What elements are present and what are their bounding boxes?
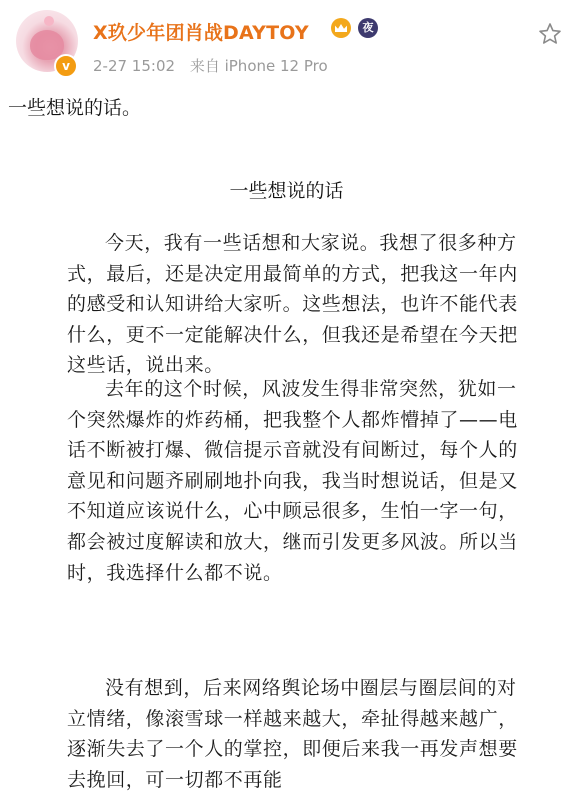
article-paragraph: 没有想到，后来网络舆论场中圈层与圈层间的对立情绪，像滚雪球一样越来越大，牵扯得越来越广，逐渐失去了一个人的掌控，即便后来我一再发声想要去挽回，可一切都不再能 <box>67 677 518 791</box>
star-outline-icon[interactable] <box>538 22 562 46</box>
article-paragraph: 去年的这个时候，风波发生得非常突然，犹如一个突然爆炸的炸药桶，把我整个人都炸懵掉了——电话不断被打爆、微信提示音就没有间断过，每个人的意见和问题齐刷刷地扑向我，我当时想说话，但是又不知道应该说什么，心中顾忌很多，生怕一字一句，都会被过度解读和放大，继而引发更多风波。所以当时，我选择什么都不说。 <box>67 378 518 584</box>
article-paragraph: 今天，我有一些话想和大家说。我想了很多种方式，最后，还是决定用最简单的方式，把我这一年内的感受和认知讲给大家听。这些想法，也许不能代表什么，更不一定能解决什么，但我还是希望在今天把这些话，说出来。 <box>67 232 518 377</box>
author-name[interactable]: X玖少年团肖战DAYTOY <box>93 22 309 44</box>
post-meta <box>93 55 338 76</box>
verified-badge-icon: v <box>54 54 78 78</box>
night-badge-icon: 夜 <box>358 18 378 38</box>
avatar-decoration <box>44 16 54 26</box>
article-title: 一些想说的话 <box>229 180 344 202</box>
post-header <box>0 0 573 90</box>
post-timestamp: 2-27 15:02 <box>93 57 176 75</box>
crown-icon <box>331 18 351 38</box>
post-title: 一些想说的话。 <box>8 97 142 119</box>
post-source: 来自 iPhone 12 Pro <box>189 57 328 75</box>
